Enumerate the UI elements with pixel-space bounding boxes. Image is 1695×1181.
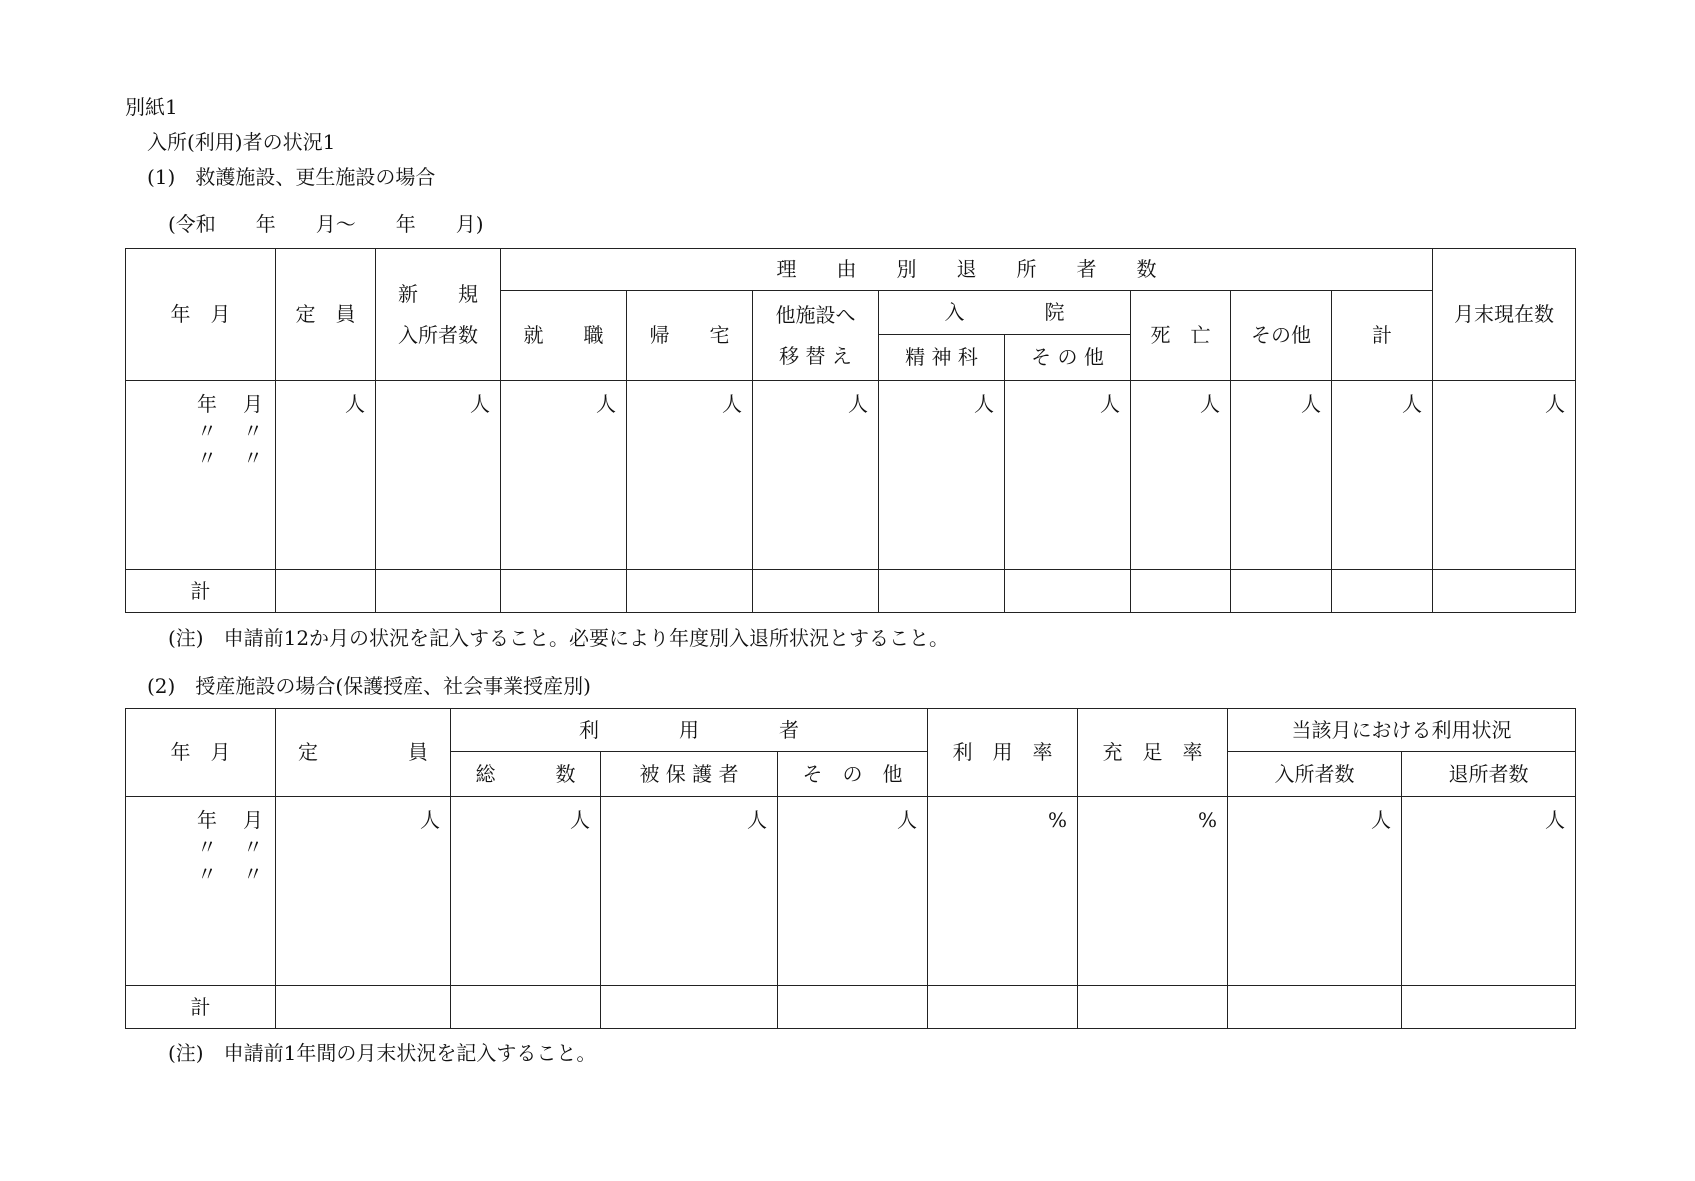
t1-cell-return-home: 人 [627,381,753,570]
table-row [126,445,275,472]
t1-total-cell [1231,570,1332,613]
t1-header-employment: 就 職 [501,291,627,381]
t1-cell-transfer: 人 [753,381,879,570]
t2-cell-protected: 人 [601,797,778,986]
t1-total-cell [501,570,627,613]
t1-header-death: 死 亡 [1131,291,1231,381]
t1-cell-psych: 人 [879,381,1005,570]
t2-header-total: 総 数 [451,752,601,797]
row-year: 〃 [197,862,217,886]
row-month: 〃 [243,419,263,443]
t2-total-cell [1402,986,1576,1029]
t1-cell-other: 人 [1231,381,1332,570]
t2-header-capacity [276,709,451,797]
t1-header-hospital: 入 院 [879,291,1131,335]
t1-header-transfer-bottom: 移 替 え [779,343,852,368]
t1-header-subtotal: 計 [1332,291,1433,381]
t2-header-protected: 被 保 護 者 [601,752,778,797]
t1-header-transfer-top: 他施設へ [775,302,856,327]
t2-cell-total: 人 [451,797,601,986]
t2-header-yearmonth: 年 月 [126,709,276,797]
t1-date-cell [126,381,276,570]
row-month: 〃 [243,446,263,470]
t1-total-cell [276,570,376,613]
t1-header-transfer [753,291,879,381]
t2-cell-fill-rate: % [1078,797,1228,986]
table-row [126,834,275,861]
t1-header-other: その他 [1231,291,1332,381]
table-row [126,391,275,418]
t1-total-cell [1005,570,1131,613]
t1-cell-subtotal: 人 [1332,381,1433,570]
row-month: 月 [243,392,263,416]
t1-cell-capacity: 人 [276,381,376,570]
t2-cell-discharged: 人 [1402,797,1576,986]
t1-total-cell [376,570,501,613]
t1-total-cell [1332,570,1433,613]
t2-cell-usage-rate: % [928,797,1078,986]
t1-header-yearmonth: 年 月 [126,249,276,381]
t2-header-discharged: 退所者数 [1402,752,1576,797]
t1-header-month-end: 月末現在数 [1433,249,1576,381]
t2-total-cell [778,986,928,1029]
t1-total-cell [1433,570,1576,613]
note-1: (注) 申請前12か月の状況を記入すること。必要により年度別入退所状況とすること。 [168,626,950,650]
t2-total-cell [1228,986,1402,1029]
t2-cell-other: 人 [778,797,928,986]
table-row [126,807,275,834]
t1-header-reason: 理 由 別 退 所 者 数 [501,249,1433,291]
section-2-heading: (2) 授産施設の場合(保護授産、社会事業授産別) [147,674,591,698]
t2-header-admitted: 入所者数 [1228,752,1402,797]
row-year: 年 [197,392,217,416]
t2-header-capacity-a: 定 [298,740,318,764]
t1-header-new [376,249,501,381]
t1-cell-employment: 人 [501,381,627,570]
t2-total-cell [1078,986,1228,1029]
t1-header-other-hosp: そ の 他 [1005,335,1131,381]
t2-total-cell [601,986,778,1029]
row-month: 月 [243,808,263,832]
t1-cell-death: 人 [1131,381,1231,570]
t2-total-cell [276,986,451,1029]
t2-header-other: そ の 他 [778,752,928,797]
t2-total-cell [451,986,601,1029]
attachment-label: 別紙1 [125,95,178,119]
t1-cell-new: 人 [376,381,501,570]
t1-total-cell [879,570,1005,613]
period-line: (令和 年 月～ 年 月) [168,212,484,236]
row-month: 〃 [243,862,263,886]
t2-date-cell [126,797,276,986]
t1-cell-month-end: 人 [1433,381,1576,570]
t1-header-return-home: 帰 宅 [627,291,753,381]
t2-cell-admitted: 人 [1228,797,1402,986]
t2-header-fill-rate: 充 足 率 [1078,709,1228,797]
t1-header-new-bottom: 入所者数 [398,322,478,347]
table-row [126,418,275,445]
section-1-heading: (1) 救護施設、更生施設の場合 [147,165,436,189]
t1-header-psych: 精 神 科 [879,335,1005,381]
t1-header-capacity: 定 員 [276,249,376,381]
table-1 [125,248,1576,613]
t1-total-cell [1131,570,1231,613]
t2-header-capacity-b: 員 [408,740,428,764]
row-year: 〃 [197,419,217,443]
note-2: (注) 申請前1年間の月末状況を記入すること。 [168,1041,597,1065]
row-year: 年 [197,808,217,832]
t2-total-cell [928,986,1078,1029]
table-row [126,861,275,888]
t1-total-label: 計 [126,570,276,613]
t2-header-month-status: 当該月における利用状況 [1228,709,1576,752]
t1-header-new-top: 新 規 [398,281,478,306]
t1-cell-other-hosp: 人 [1005,381,1131,570]
t1-total-cell [753,570,879,613]
t2-header-usage-rate: 利 用 率 [928,709,1078,797]
t2-cell-capacity: 人 [276,797,451,986]
t1-total-cell [627,570,753,613]
row-year: 〃 [197,446,217,470]
page-title: 入所(利用)者の状況1 [147,130,336,154]
t2-total-label: 計 [126,986,276,1029]
row-year: 〃 [197,835,217,859]
table-2 [125,708,1576,1029]
row-month: 〃 [243,835,263,859]
t2-header-users: 利 用 者 [451,709,928,752]
